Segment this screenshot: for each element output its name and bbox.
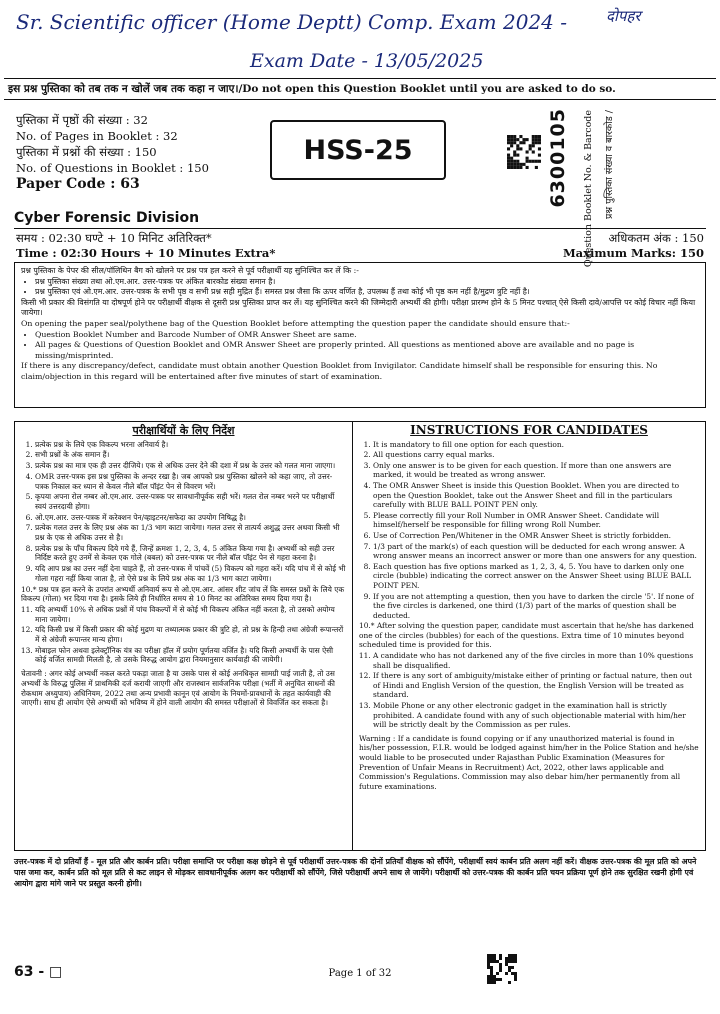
instructions-columns [14, 421, 706, 851]
booklet-series-code: HSS-25 [270, 120, 446, 180]
instruction-item-marker: 10.* [359, 621, 377, 631]
instruction-item: 5. कृपया अपना रोल नम्बर ओ.एम.आर. उत्तर-पत्रक पर सावधानीपूर्वक सही भरें। गलत रोल नम्बर भरने पर परीक्षार्थी स्वयं उत्तरदायी होगा। [35, 492, 346, 511]
opening-para-hindi: किसी भी प्रकार की विसंगति या दोषपूर्ण होने पर परीक्षार्थी वीक्षक से दूसरी प्रश्न पुस्तिका प्राप्त कर लें। यह सुनिश्चित करने की जिम्मेदारी अभ्यर्थी की होगी। परीक्षा प्रारम्भ होने के 5 मिनट पश्चात् ऐसे किसी दावे/आपत्ति पर कोई विचार नहीं किया जायेगा। [21, 297, 696, 318]
page-footer [0, 960, 720, 990]
opening-bullet-english: • Question Booklet Number and Barcode Number of OMR Answer Sheet are same. [35, 330, 699, 341]
booklet-number: 6300105 [547, 108, 569, 208]
hindi-warning: चेतावनी : अगर कोई अभ्यर्थी नकल करते पकड़ा जाता है या उसके पास से कोई अनधिकृत सामग्री पाई जाती है, तो उस अभ्यर्थी के विरुद्ध पुलिस में प्राथमिकी दर्ज करायी जाएगी और राजस्थान सार्वजनिक परीक्षा (भर्ती में अनुचित साधनों की रोकथाम अध्युपाय) अधिनियम, 2022 तथा अन्य प्रभावी कानून एवं आयोग के नियमों-प्रावधानों के तहत कार्यवाही की जाएगी। साथ ही आयोग ऐसे अभ्यर्थी को भविष्य में होने वाली आयोग की समस्त परीक्षाओं से विवर्जित कर सकता है। [21, 669, 335, 708]
instruction-item: 1. प्रत्येक प्रश्न के लिये एक विकल्प भरना अनिवार्य है। [35, 440, 346, 450]
instruction-item: 7. 1/3 part of the mark(s) of each question will be deducted for each wrong answer. A wrong answer means an incorrect answer or more than one answers for any question. [373, 542, 699, 561]
opening-bullet-hindi: • प्रश्न पुस्तिका एवं ओ.एम.आर. उत्तर-पत्रक के सभी पृष्ठ व सभी प्रश्न सही मुद्रित हैं। समस्त प्रश्न जैसा कि ऊपर वर्णित है, उपलब्ध हैं तथा कोई भी पृष्ठ कम नहीं है/मुद्रण त्रुटि नहीं है। [35, 287, 699, 298]
instruction-item: 8. Each question has five options marked as 1, 2, 3, 4, 5. You have to darken only one circle (bubble) indicating the correct answer on the Answer Sheet using BLUE BALL POINT PEN. [373, 562, 699, 591]
instruction-item: 2. All questions carry equal marks. [373, 450, 699, 460]
instruction-item: 5. Please correctly fill your Roll Number in OMR Answer Sheet. Candidate will himself/herself be responsible for filling wrong Roll Number. [373, 511, 699, 530]
divider [14, 228, 706, 229]
instruction-item-marker: 10.* [21, 584, 39, 594]
opening-intro-hindi: प्रश्न पुस्तिका के पेपर की सील/पॉलिथिन बैग को खोलने पर प्रश्न पत्र हल करने से पूर्व परीक्षार्थी यह सुनिश्चित कर लें कि :- [21, 266, 359, 275]
barcode-label-english: Question Booklet No. & Barcode [583, 110, 594, 268]
handwritten-exam-title: Sr. Scientific officer (Home Deptt) Comp. Exam 2024 - [16, 10, 568, 34]
instruction-item: 2. सभी प्रश्नों के अंक समान हैं। [35, 450, 346, 460]
do-not-open-banner: इस प्रश्न पुस्तिका को तब तक न खोलें जब तक कहा न जाए।/Do not open this Question Booklet until you are asked to do so. [4, 78, 716, 100]
opening-para-english: If there is any discrepancy/defect, candidate must obtain another Question Booklet from Invigilator. Candidate himself shall be responsible for ensuring this. No claim/objection in this regard will be entertained after five minutes of start of examination. [21, 361, 658, 381]
paper-code: Paper Code : 63 [16, 176, 140, 192]
questions-english: No. of Questions in Booklet : 150 [16, 161, 209, 175]
opening-instructions [14, 262, 706, 408]
opening-intro-english: On opening the paper seal/polythene bag of the Question Booklet before attempting the question paper the candidate should ensure that:- [21, 318, 570, 328]
time-hindi: समय : 02:30 घण्टे + 10 मिनिट अतिरिक्त* [16, 231, 212, 245]
instruction-item: 8. प्रत्येक प्रश्न के पाँच विकल्प दिये गये हैं, जिन्हें क्रमशः 1, 2, 3, 4, 5 अंकित किया गया है। अभ्यर्थी को सही उत्तर निर्दिष्ट करते हुए उनमें से केवल एक गोले (बबल) को उत्तर-पत्रक पर नीले बॉल पॉइंट पेन से गहरा करना है। [35, 544, 346, 563]
instruction-item: 12. यदि किसी प्रश्न में किसी प्रकार की कोई मुद्रण या तथ्यात्मक प्रकार की त्रुटि हो, तो प्रश्न के हिन्दी तथा अंग्रेजी रूपान्तरों में से अंग्रेजी रूपान्तर मान्य होगा। [35, 625, 346, 644]
page-number: Page 1 of 32 [328, 968, 392, 979]
barcode-label-hindi: प्रश्न पुस्तिका संख्या व बारकोड / [604, 110, 615, 219]
instruction-item: 9. यदि आप प्रश्न का उत्तर नहीं देना चाहते हैं, तो उत्तर-पत्रक में पांचवें (5) विकल्प को गहरा करें। यदि पांच में से कोई भी गोला गहरा नहीं किया जाता है, तो ऐसे प्रश्न के लिये प्रश्न अंक का 1/3 भाग काटा जायेगा। [35, 564, 346, 583]
max-marks-hindi: अधिकतम अंक : 150 [608, 231, 704, 245]
instruction-item: 9. If you are not attempting a question, then you have to darken the circle '5'. If none of the five circles is darkened, one third (1/3) part of the marks of question shall be deducted. [373, 592, 699, 621]
questions-hindi: पुस्तिका में प्रश्नों की संख्या : 150 [16, 145, 157, 159]
instruction-item: 13. मोबाइल फोन अथवा इलेक्ट्रॉनिक यंत्र का परीक्षा हॉल में प्रयोग पूर्णतया वर्जित है। यदि किसी अभ्यर्थी के पास ऐसी कोई वर्जित सामग्री मिलती है, तो उसके विरुद्ध आयोग द्वारा नियमानुसार कार्यवाही की जायेगी। [35, 646, 346, 665]
instruction-item: 3. प्रत्येक प्रश्न का मात्र एक ही उत्तर दीजिये। एक से अधिक उत्तर देने की दशा में प्रश्न के उत्तर को गलत माना जाएगा। [35, 461, 346, 471]
instruction-item: 3. Only one answer is to be given for each question. If more than one answers are marked, it would be treated as wrong answer. [373, 461, 699, 480]
instruction-item: 1. It is mandatory to fill one option for each question. [373, 440, 699, 450]
footer-paper-code: 63 - □ [14, 964, 63, 980]
instruction-item: 4. OMR उत्तर-पत्रक इस प्रश्न पुस्तिका के अन्दर रखा है। जब आपको प्रश्न पुस्तिका खोलने को कहा जाए, तो उत्तर-पत्रक निकाल कर ध्यान से केवल नीले बॉल पॉइंट पेन से विवरण भरें। [35, 472, 346, 491]
opening-bullet-english: • All pages & Questions of Question Booklet and OMR Answer Sheet are properly printed. All questions as mentioned above are available and no page is missing/misprinted. [35, 340, 699, 361]
english-warning: Warning : If a candidate is found copying or if any unauthorized material is found in his/her possession, F.I.R. would be lodged against him/her in the Police Station and he/she would liable to be prosecuted under Rajasthan Public Examination (Measures for Prevention of Unfair Means in Recruitment) Act, 2022, other laws applicable and Commission's Regulations. Commission may also debar him/her permanently from all future examinations. [359, 733, 699, 791]
instruction-item: 12. If there is any sort of ambiguity/mistake either of printing or factual nature, then out of Hindi and English Version of the question, the English Version will be treated as standard. [373, 671, 699, 700]
english-instructions-list [359, 440, 699, 730]
division-title: Cyber Forensic Division [14, 210, 200, 226]
handwritten-exam-date: Exam Date - 13/05/2025 [250, 50, 484, 72]
english-instructions-heading: INSTRUCTIONS FOR CANDIDATES [410, 423, 648, 437]
hindi-instructions [15, 422, 353, 850]
opening-bullet-hindi: • प्रश्न पुस्तिका संख्या तथा ओ.एम.आर. उत्तर-पत्रक पर अंकित बारकोड संख्या समान है। [35, 277, 699, 288]
booklet-info [16, 112, 209, 192]
hindi-instructions-list [21, 440, 346, 665]
instruction-item: 10.* प्रश्न पत्र हल करने के उपरांत अभ्यर्थी अनिवार्य रूप से ओ.एम.आर. आंसर शीट जांच लें कि समस्त प्रश्नों के लिये एक विकल्प (गोला) भर दिया गया है। इसके लिये ही निर्धारित समय से 10 मिनट का अतिरिक्त समय दिया गया है। [21, 584, 344, 604]
instruction-item: 4. The OMR Answer Sheet is inside this Question Booklet. When you are directed to open the Question Booklet, take out the Answer Sheet and fill in the particulars carefully with BLUE BALL POINT PEN only. [373, 481, 699, 510]
instruction-item: 7. प्रत्येक गलत उत्तर के लिए प्रश्न अंक का 1/3 भाग काटा जायेगा। गलत उत्तर से तात्पर्य अशुद्ध उत्तर अथवा किसी भी प्रश्न के एक से अधिक उत्तर से है। [35, 523, 346, 542]
qr-code-icon [507, 135, 541, 169]
qr-code-icon [487, 954, 517, 986]
instruction-item: 6. Use of Correction Pen/Whitener in the OMR Answer Sheet is strictly forbidden. [373, 531, 699, 541]
answer-sheet-copy-note: उत्तर-पत्रक में दो प्रतियाँ हैं - मूल प्रति और कार्बन प्रति। परीक्षा समाप्ति पर परीक्षा कक्ष छोड़ने से पूर्व परीक्षार्थी उत्तर-पत्रक की दोनों प्रतियाँ वीक्षक को सौंपेंगे, परीक्षार्थी स्वयं कार्बन प्रति अलग नहीं करें। वीक्षक उत्तर-पत्रक की मूल प्रति को अपने पास जमा कर, कार्बन प्रति को मूल प्रति से कट लाइन से मोड़कर सावधानीपूर्वक अलग कर परीक्षार्थी को सौंपेंगे, जिसे परीक्षार्थी अपने साथ ले जायेंगे। परीक्षार्थी को उत्तर-पत्रक की कार्बन प्रति चयन प्रक्रिया पूर्ण होने तक सुरक्षित रखनी होगी एवं आयोग द्वारा मांगे जाने पर प्रस्तुत करनी होगी। [14, 857, 697, 888]
handwritten-corner-note: दोपहर [606, 7, 641, 25]
instruction-item: 11. A candidate who has not darkened any of the five circles in more than 10% questions shall be disqualified. [373, 651, 699, 670]
english-instructions [353, 422, 705, 850]
instruction-item: 11. यदि अभ्यर्थी 10% से अधिक प्रश्नों में पांच विकल्पों में से कोई भी विकल्प अंकित नहीं करता है, तो उसको अयोग्य माना जायेगा। [35, 605, 346, 624]
instruction-item: 13. Mobile Phone or any other electronic gadget in the examination hall is strictly prohibited. A candidate found with any of such objectionable material with him/her will be strictly dealt by the Commission as per rules. [373, 701, 699, 730]
pages-english: No. of Pages in Booklet : 32 [16, 129, 178, 143]
hindi-instructions-heading: परीक्षार्थियों के लिए निर्देश [132, 424, 235, 437]
max-marks-english: Maximum Marks: 150 [562, 246, 704, 260]
instruction-item: 10.* After solving the question paper, candidate must ascertain that he/she has darkened one of the circles (bubbles) for each of the questions. Extra time of 10 minutes beyond scheduled time is provided for this. [359, 621, 694, 650]
instruction-item: 6. ओ.एम.आर. उत्तर-पत्रक में करेक्शन पेन/व्हाइटनर/सफेदा का उपयोग निषिद्ध है। [35, 513, 346, 523]
time-english: Time : 02:30 Hours + 10 Minutes Extra* [16, 246, 276, 260]
pages-hindi: पुस्तिका में पृष्ठों की संख्या : 32 [16, 113, 148, 127]
